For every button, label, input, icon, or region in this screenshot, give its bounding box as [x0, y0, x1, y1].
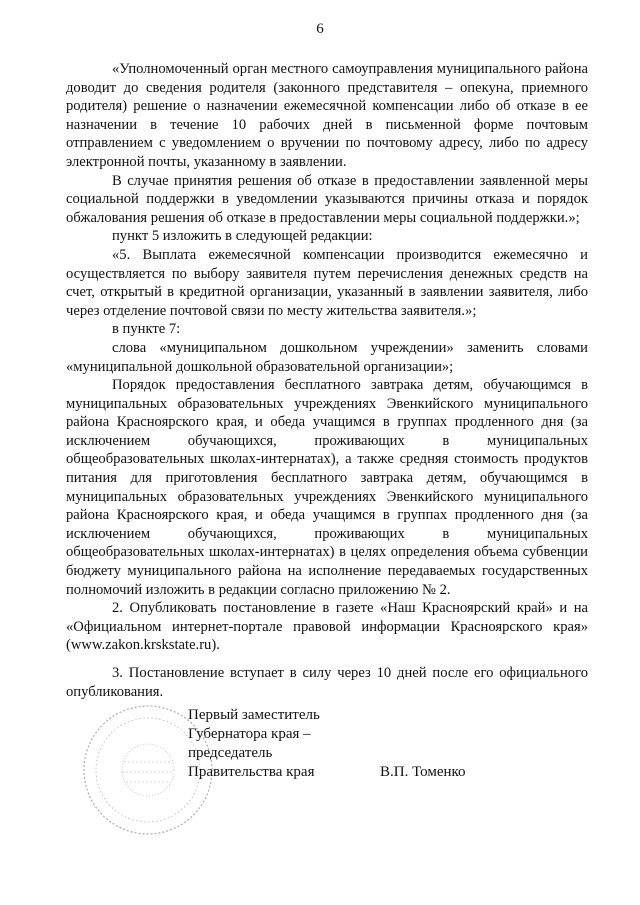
paragraph: 3. Постановление вступает в силу через 10 дней после его официального опубликования. [66, 665, 588, 700]
paragraph: Порядок предоставления бесплатного завтрака детям, обучающимся в муниципальных образовательных учреждениях Эвенкийского муниципального района Красноярского края, и обеда учащимся в группах продленного дня (за исключением обучающихся, проживающих в муниципальных общеобразовательных школах-интернатах), а также средняя стоимость продуктов питания для приготовления бесплатного завтрака детям, обучающимся в муниципальных образовательных учреждениях Эвенкийского муниципального района Красноярского края, и обеда учащимся в группах продленного дня (за исключением обучающихся, проживающих в муниципальных общеобразовательных школах-интернатах) в целях определения объема субвенции бюджету муниципального района на исполнение передаваемых государственных полномочий изложить в редакции согласно приложению № 2. [66, 377, 588, 598]
paragraph: «5. Выплата ежемесячной компенсации производится ежемесячно и осуществляется по выбору заявителя путем перечисления денежных средств на счет, открытый в кредитной организации, указанный в заявлении заявителя, либо через отделение почтовой связи по месту жительства заявителя.»; [66, 246, 588, 319]
document-body [66, 60, 588, 701]
paragraph: В случае принятия решения об отказе в предоставлении заявленной меры социальной поддержки в уведомлении указываются причины отказа и порядок обжалования решения об отказе в предоставлении меры социальной поддержки.»; [66, 172, 588, 226]
signature-position-line: председатель [188, 745, 273, 761]
paragraph: пункт 5 изложить в следующей редакции: [112, 228, 373, 245]
page-number: 6 [316, 21, 324, 37]
signer-name: В.П. Томенко [380, 764, 466, 780]
signature-position-line: Губернатора края – [188, 726, 311, 742]
signature-position-line: Первый заместитель [188, 707, 320, 723]
paragraph: в пункте 7: [112, 321, 181, 338]
paragraph: 2. Опубликовать постановление в газете «Наш Красноярский край» и на «Официальном интернет-портале правовой информации Красноярского края» (www.zakon.krskstate.ru). [66, 600, 588, 654]
paragraph: «Уполномоченный орган местного самоуправления муниципального района доводит до сведения родителя (законного представителя – опекуна, приемного родителя) решение о назначении ежемесячной компенсации либо об отказе в ее назначении в течение 10 рабочих дней в письменной форме почтовым отправлением с уведомлением о вручении по почтовому адресу, либо по адресу электронной почты, указанному в заявлении. [66, 61, 588, 170]
signature-position-line: Правительства края [188, 764, 315, 780]
paragraph: слова «муниципальном дошкольном учреждении» заменить словами «муниципальной дошкольной образовательной организации»; [66, 339, 588, 375]
